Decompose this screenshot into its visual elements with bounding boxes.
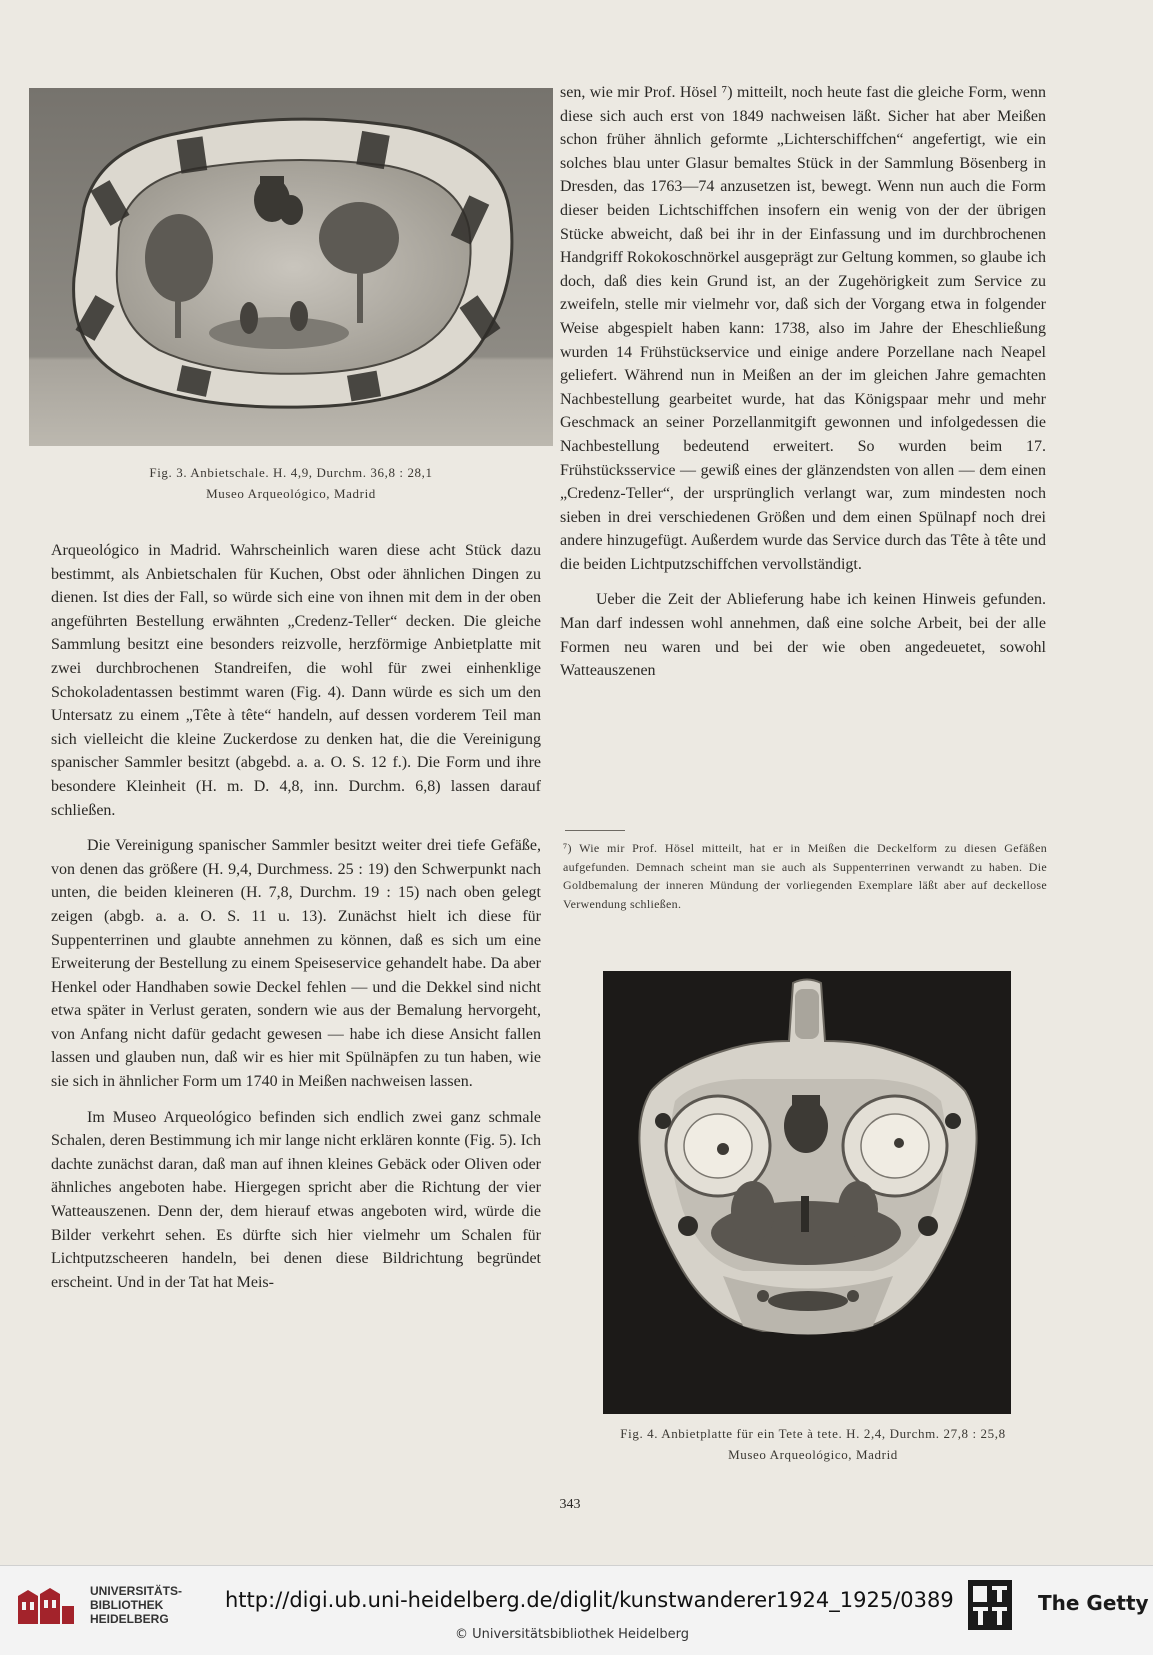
getty-name: The Getty <box>1038 1591 1149 1615</box>
right-paragraph-2: Ueber die Zeit der Ablieferung habe ich keinen Hinweis gefunden. Man darf indessen wohl annehmen, daß eine solche Arbeit, bei der alle Formen neu waren und bei der wie oben angedeuetet, sowohl Watteauszenen <box>560 591 1046 680</box>
left-paragraph-1: Arqueológico in Madrid. Wahrscheinlich waren diese acht Stück dazu bestimmt, als Anbietschalen für Kuchen, Obst oder ähnlichen Dingen zu dienen. Ist dies der Fall, so würde sich eine von ihnen mit dem in der oben angeführten Bestellung erwähnten „Credenz-Teller“ decken. Die gleiche Sammlung besitzt eine besonders reizvolle, herzförmige Anbietplatte mit zwei durchbrochenen Standreifen, die wohl für zwei einhenklige Schokoladentassen bestimmt waren (Fig. 4). Dann würde es sich um den Untersatz zu einem „Tête à tête“ handeln, auf dessen vorderem Teil man sich vielleicht die kleine Zuckerdose zu denken hat, die die Vereinigung spanischer Sammler besitzt (abgebd. a. a. O. S. 12 f.). Die Form und ihre besondere Kleinheit (H. m. D. 4,8, inn. Durchm. 6,8) lassen darauf schließen. <box>51 542 541 819</box>
page-number: 343 <box>559 1497 581 1512</box>
tray-illustration <box>29 88 553 446</box>
library-name-line-3: HEIDELBERG <box>90 1612 169 1626</box>
getty-logo-icon <box>968 1580 1012 1630</box>
university-library-logo-icon <box>14 1586 78 1626</box>
figure-4-caption <box>560 1423 1066 1465</box>
library-name-line-2: BIBLIOTHEK <box>90 1598 164 1612</box>
permalink-url[interactable]: http://digi.ub.uni-heidelberg.de/diglit/kunstwanderer1924_1925/0389 <box>225 1588 954 1612</box>
university-library-name <box>90 1584 182 1626</box>
figure-3-caption <box>29 462 553 504</box>
figure-4-photo <box>603 971 1011 1414</box>
figure-3-caption-title: Fig. 3. Anbietschale. H. 4,9, Durchm. 36,8 : 28,1 <box>149 465 433 480</box>
footnote-text: ⁷) Wie mir Prof. Hösel mitteilt, hat er in Meißen die Deckelform zu diesen Gefäßen aufgefunden. Demnach scheint man sie auch als Suppenterrinen verwandt zu haben. Die Goldbemalung der inneren Mündung der vorliegenden Exemplare läßt aber auf deckellose Verwendung schließen. <box>563 841 1047 911</box>
figure-4-caption-location: Museo Arqueológico, Madrid <box>728 1447 898 1462</box>
footer-bar <box>0 1565 1153 1655</box>
footnote <box>563 839 1047 913</box>
figure-4-caption-title: Fig. 4. Anbietplatte für ein Tete à tete. H. 2,4, Durchm. 27,8 : 25,8 <box>620 1426 1006 1441</box>
left-paragraph-3: Im Museo Arqueológico befinden sich endlich zwei ganz schmale Schalen, deren Bestimmung ich mir lange nicht erklären konnte (Fig. 5). Ich dachte zunächst daran, daß man auf ihnen kleines Gebäck oder Oliven oder ähnliches angeboten habe. Hiergegen spricht aber die Richtung der vier Watteauszenen. Denn der, dem hierauf etwas angeboten wird, würde die Bilder verkehrt sehen. Es dürfte sich hier vielmehr um Schalen für Lichtputzscheeren handeln, bei denen diese Bildrichtung begründet erscheint. Und in der Tat hat Meis- <box>51 1108 541 1291</box>
figure-3-photo <box>29 88 553 446</box>
right-column <box>560 81 1046 683</box>
library-name-line-1: UNIVERSITÄTS- <box>90 1584 183 1598</box>
left-column <box>51 539 541 1294</box>
platter-illustration <box>603 971 1011 1414</box>
figure-3-caption-location: Museo Arqueológico, Madrid <box>206 486 376 501</box>
copyright-notice: © Universitätsbibliothek Heidelberg <box>455 1627 690 1642</box>
right-paragraph-1: sen, wie mir Prof. Hösel ⁷) mitteilt, noch heute fast die gleiche Form, wenn diese sich auch erst von 1849 nachweisen läßt. Sicher hat aber Meißen schon früher ähnlich geformte „Lichterschiffchen“ angefertigt, wie ein solches blau unter Glasur bemaltes Stück in der Sammlung Bösenberg in Dresden, das 1763—74 anzusetzen ist, bewegt. Wenn nun auch die Form dieser beiden Lichtschiffchen insofern ein wenig von der der übrigen Stücke abweicht, daß bei ihr in der Einfassung und im durchbrochenen Handgriff Rokokoschnörkel ausgeprägt zur Geltung kommen, so glaube ich doch, daß dies kein Grund ist, an der Zugehörigkeit zum Service zu zweifeln, stelle mir vielmehr vor, daß sich der Vorgang etwa in folgender Weise abgespielt haben kann: 1738, also im Jahre der Eheschließung wurden 14 Frühstückservice und einige andere Porzellane nach Neapel geliefert. Während nun in Meißen an der im gleichen Jahre gemachten Nachbestellung gearbeitet wurde, hat das Königspaar mehr und mehr Geschmack an seiner Porzellanmitgift gewonnen und infolgedessen die Nachbestellung bedeutend erweitert. So wurden beim 17. Frühstücksservice — gewiß eines der glänzendsten von allen — dem einen „Credenz-Teller“, der ursprünglich verlangt war, zum mindesten noch sieben in drei verschiedenen Größen und dem einen Spülnapf noch drei andere hinzugefügt. Außerdem wurde das Service durch das Tête à tête und die beiden Lichtputzschiffchen vervollständigt. <box>560 84 1046 573</box>
footnote-rule <box>565 830 625 831</box>
left-paragraph-2: Die Vereinigung spanischer Sammler besitzt weiter drei tiefe Gefäße, von denen das größere (H. 9,4, Durchmess. 25 : 19) den Schwerpunkt nach unten, die beiden kleineren (H. 7,8, Durchm. 19 : 15) nach oben gelegt zeigen (abgb. a. a. O. S. 11 u. 13). Zunächst hielt ich diese für Suppenterrinen und glaubte annehmen zu können, daß es sich um eine Erweiterung der Bestellung zu einem Speiseservice gehandelt habe. Da aber Henkel oder Handhaben sowie Deckel fehlen — und die Dekkel sind nicht etwa später in Verlust geraten, sondern wie aus der Bemalung hervorgeht, von Anfang nicht dafür gedacht gewesen — habe ich diese Ansicht fallen lassen und glauben nun, daß wir es hier mit Spülnäpfen zu tun haben, wie sie sich in ähnlicher Form um 1740 in Meißen nachweisen lassen. <box>51 837 541 1091</box>
